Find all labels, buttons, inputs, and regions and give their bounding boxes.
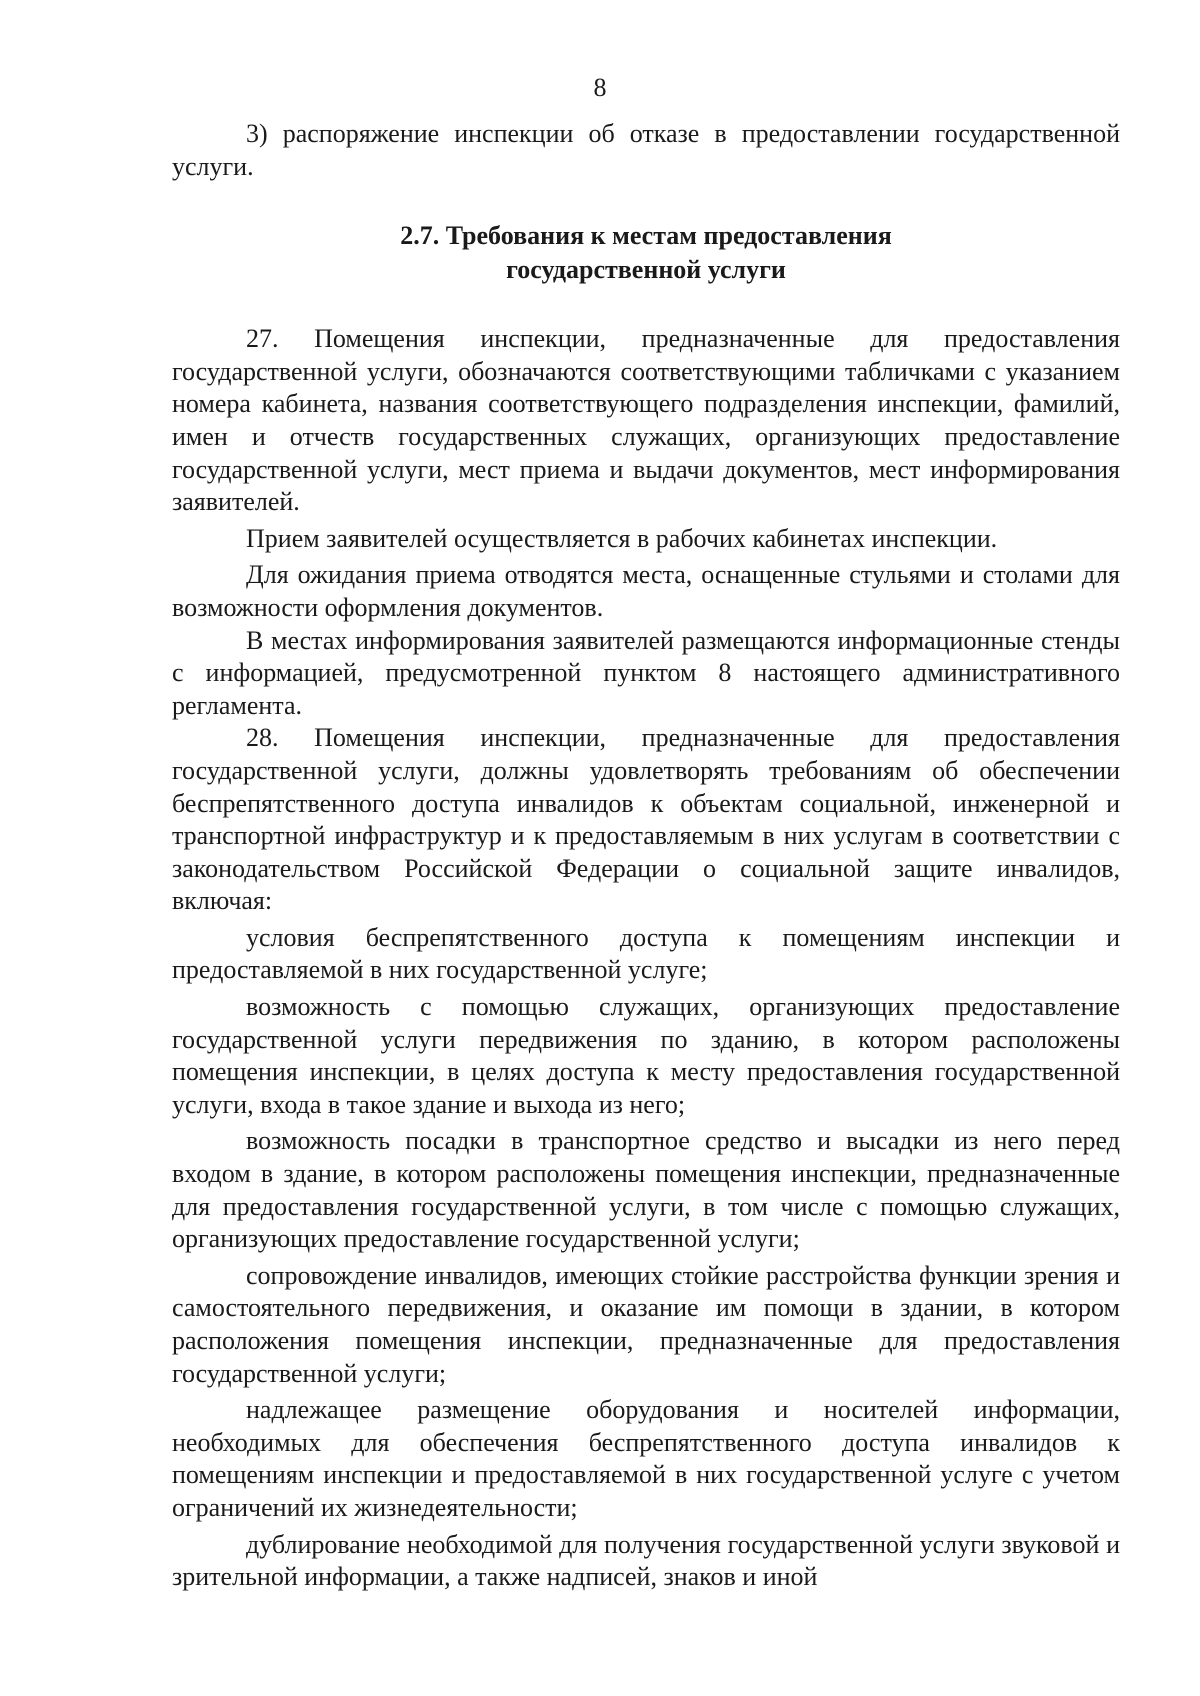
paragraph-28: 28. Помещения инспекции, предназначенные для предоставления государственной услуги, должны удовлетворять требованиям об обеспечении беспрепятственного доступа инвалидов к объектам социальной, инженерной и транспортной инфраструктур и к предоставляемым в них услугам в соответствии с законодательством Российской Федерации о социальной защите инвалидов, включая: bbox=[172, 723, 1120, 916]
paragraph-equipment-placement: надлежащее размещение оборудования и носителей информации, необходимых для обеспечения беспрепятственного доступа инвалидов к помещениям инспекции и предоставляемой в них государственной услуге с учетом ограничений их жизнедеятельности; bbox=[172, 1395, 1120, 1522]
paragraph-info-stands: В местах информирования заявителей размещаются информационные стенды с информацией, предусмотренной пунктом 8 настоящего административного регламента. bbox=[172, 625, 1120, 720]
paragraph-reception: Прием заявителей осуществляется в рабочих кабинетах инспекции. bbox=[246, 523, 998, 553]
list-item-3: 3) распоряжение инспекции об отказе в предоставлении государственной услуги. bbox=[172, 119, 1120, 181]
section-heading-line-1: 2.7. Требования к местам предоставления bbox=[400, 221, 892, 251]
document-body bbox=[172, 118, 1120, 1594]
paragraph-27: 27. Помещения инспекции, предназначенные для предоставления государственной услуги, обозначаются соответствующими табличками с указанием номера кабинета, названия соответствующего подразделения инспекции, фамилий, имен и отчеств государственных служащих, организующих предоставление государственной услуги, мест приема и выдачи документов, мест информирования заявителей. bbox=[172, 324, 1120, 517]
paragraph-escort: сопровождение инвалидов, имеющих стойкие расстройства функции зрения и самостоятельного передвижения, и оказание им помощи в здании, в котором расположения помещения инспекции, предназначенные для предоставления государственной услуги; bbox=[172, 1260, 1120, 1388]
section-heading bbox=[172, 219, 1120, 287]
paragraph-movement-assistance: возможность с помощью служащих, организующих предоставление государственной услуги передвижения по зданию, в котором расположены помещения инспекции, в целях доступа к месту предоставления государственной услуги, входа в такое здание и выхода из него; bbox=[172, 992, 1120, 1119]
paragraph-access-conditions: условия беспрепятственного доступа к помещениям инспекции и предоставляемой в них государственной услуге; bbox=[172, 922, 1120, 985]
paragraph-transport-boarding: возможность посадки в транспортное средство и высадки из него перед входом в здание, в котором расположены помещения инспекции, предназначенные для предоставления государственной услуги, в том числе с помощью служащих, организующих предоставление государственной услуги; bbox=[172, 1126, 1120, 1254]
paragraph-waiting: Для ожидания приема отводятся места, оснащенные стульями и столами для возможности оформления документов. bbox=[172, 560, 1120, 622]
page-number: 8 bbox=[593, 73, 607, 102]
section-heading-line-2: государственной услуги bbox=[506, 255, 786, 285]
paragraph-duplication: дублирование необходимой для получения государственной услуги звуковой и зрительной информации, а также надписей, знаков и иной bbox=[172, 1529, 1120, 1592]
